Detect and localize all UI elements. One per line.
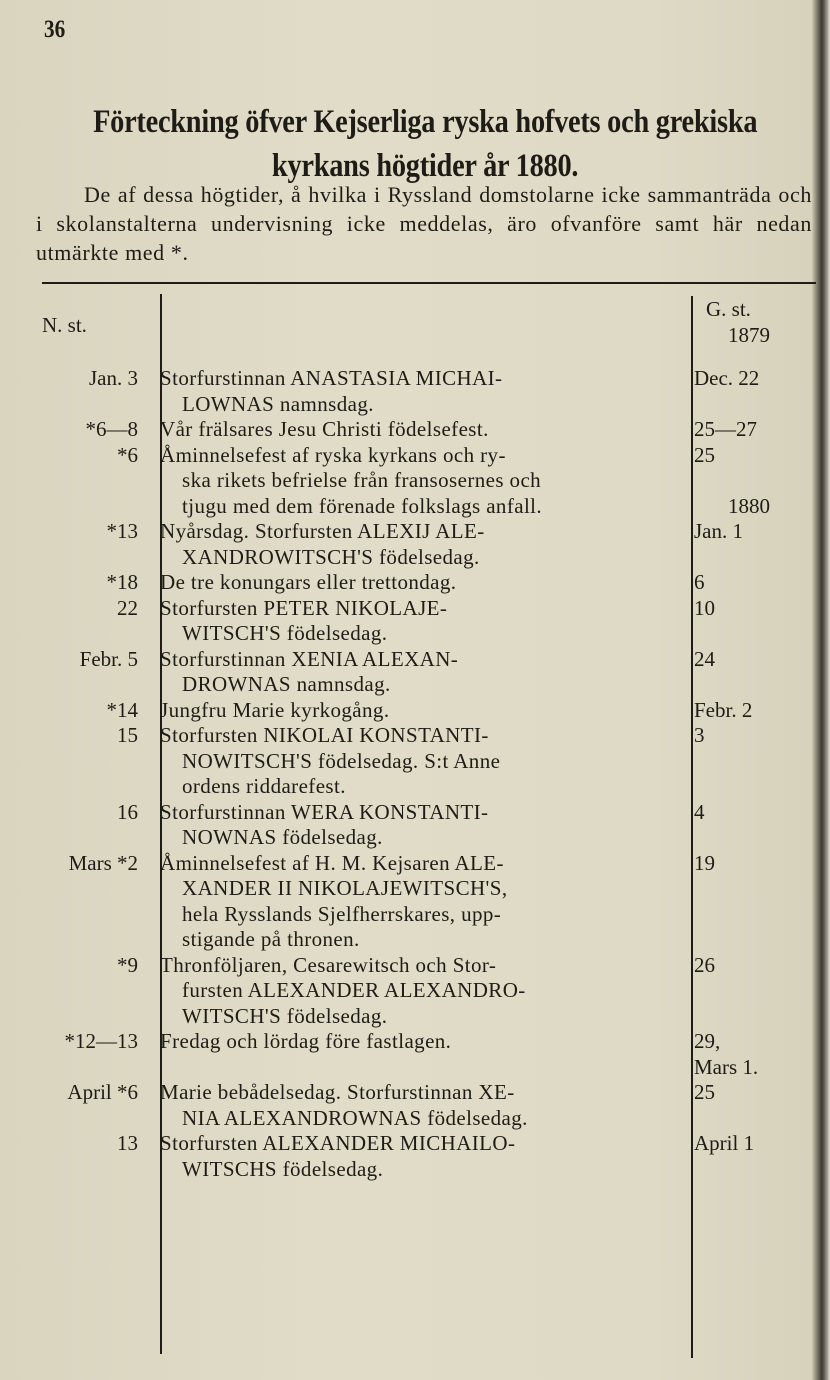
holiday-description <box>150 1131 686 1182</box>
old-style-line: 29, <box>694 1029 721 1053</box>
page-title <box>30 100 820 188</box>
description-line: Storfursten ALEXANDER MICHAILO- <box>160 1131 516 1155</box>
holiday-row <box>0 570 812 596</box>
new-style-date: 15 <box>117 723 138 747</box>
description-line: WITSCH'S födelsedag. <box>182 1003 388 1028</box>
description-line: De tre konungars eller trettondag. <box>160 570 457 594</box>
holiday-row <box>0 417 812 443</box>
description-line: ska rikets befrielse från fransosernes och <box>182 468 542 492</box>
description-line: NOWNAS födelsedag. <box>182 825 383 849</box>
old-style-date <box>686 366 806 392</box>
new-style-date: *18 <box>106 570 138 594</box>
new-style-date: *13 <box>106 519 138 543</box>
holiday-row <box>0 366 812 417</box>
holiday-row <box>0 647 812 698</box>
holiday-description <box>150 570 686 596</box>
old-style-date <box>686 596 806 622</box>
description-line: Marie bebådelsedag. Storfurstinnan XE- <box>160 1080 515 1104</box>
description-line: Storfurstinnan WERA KONSTANTI- <box>160 799 489 824</box>
old-style-line: Jan. 1 <box>694 519 743 543</box>
old-style-line: 25 <box>694 442 715 467</box>
holiday-description <box>150 1029 686 1055</box>
old-style-line: 25—27 <box>694 417 757 441</box>
column-header-new-style: N. st. <box>42 313 87 337</box>
description-line: hela Rysslands Sjelfherrskares, upp- <box>182 901 502 926</box>
description-line: NOWITSCH'S födelsedag. S:t Anne <box>182 748 501 773</box>
column-header-old-style: G. st. <box>706 297 751 321</box>
old-style-date <box>686 1080 806 1106</box>
holiday-description <box>150 417 686 443</box>
old-style-date <box>686 953 806 979</box>
old-style-date <box>686 647 806 673</box>
old-style-line: 25 <box>694 1080 715 1104</box>
description-line: fursten ALEXANDER ALEXANDRO- <box>182 978 526 1002</box>
description-line: Nyårsdag. Storfursten ALEXIJ ALE- <box>160 519 485 543</box>
description-line: WITSCH'S födelsedag. <box>182 621 388 645</box>
holiday-row <box>0 443 812 520</box>
new-style-date: *6—8 <box>85 417 138 441</box>
new-style-date: 13 <box>117 1131 138 1155</box>
new-style-date: *9 <box>117 952 138 977</box>
old-style-date <box>686 570 806 596</box>
description-line: Storfursten NIKOLAI KONSTANTI- <box>160 723 489 747</box>
old-style-line: 10 <box>694 595 715 620</box>
old-style-date <box>686 800 806 826</box>
header-rule <box>42 282 816 284</box>
holiday-description <box>150 851 686 953</box>
holiday-description <box>150 953 686 1030</box>
holiday-description <box>150 800 686 851</box>
new-style-date: Mars *2 <box>68 850 138 875</box>
old-style-line: Dec. 22 <box>694 366 760 390</box>
new-style-date: 16 <box>117 799 138 824</box>
holiday-description <box>150 723 686 800</box>
old-style-line: 26 <box>694 952 715 977</box>
old-style-date <box>686 698 806 724</box>
old-style-line: 3 <box>694 723 705 747</box>
description-line: XANDER II NIKOLAJEWITSCH'S, <box>182 876 508 900</box>
old-style-line: Febr. 2 <box>694 697 753 722</box>
holiday-description <box>150 366 686 417</box>
holiday-row <box>0 953 812 1030</box>
holiday-row <box>0 596 812 647</box>
description-line: LOWNAS namnsdag. <box>182 391 374 416</box>
old-style-date <box>686 417 806 443</box>
description-line: Fredag och lördag före fastlagen. <box>160 1029 452 1053</box>
description-line: Thronföljaren, Cesarewitsch och Stor- <box>160 952 497 977</box>
new-style-date: *12—13 <box>64 1029 138 1053</box>
description-line: WITSCHS födelsedag. <box>182 1156 384 1181</box>
description-line: XANDROWITSCH'S födelsedag. <box>182 544 480 569</box>
old-style-line <box>694 468 806 494</box>
intro-paragraph: De af dessa högtider, å hvilka i Ryssland domstolarne icke sammanträda och i skolanstalterna undervisning icke meddelas, äro ofvanföre samt här nedan utmärkte med *. <box>36 182 812 265</box>
new-style-date: *14 <box>106 697 138 722</box>
holiday-row <box>0 519 812 570</box>
old-style-line: 4 <box>694 799 705 824</box>
old-style-line: 6 <box>694 570 705 594</box>
description-line: Storfurstinnan ANASTASIA MICHAI- <box>160 366 503 390</box>
holiday-row <box>0 1131 812 1182</box>
description-line: tjugu med dem förenade folkslags anfall. <box>182 493 543 518</box>
holiday-row <box>0 698 812 724</box>
page-number: 36 <box>44 16 66 43</box>
holiday-row <box>0 1080 812 1131</box>
holiday-table <box>0 366 812 1182</box>
description-line: Storfursten PETER NIKOLAJE- <box>160 595 448 620</box>
description-line: Vår frälsares Jesu Christi födelsefest. <box>160 417 489 441</box>
description-line: DROWNAS namnsdag. <box>182 672 391 696</box>
holiday-row <box>0 723 812 800</box>
title-line-1: Förteckning öfver Kejserliga ryska hofvets och grekiska <box>92 104 758 140</box>
new-style-date: Jan. 3 <box>89 366 138 390</box>
holiday-description <box>150 596 686 647</box>
old-style-line: April 1 <box>694 1131 755 1155</box>
title-line-2: kyrkans högtider år 1880. <box>271 148 579 184</box>
old-style-line: 24 <box>694 646 715 671</box>
description-line: stigande på thronen. <box>182 927 360 951</box>
holiday-description <box>150 647 686 698</box>
old-style-date <box>686 443 806 520</box>
old-style-date <box>686 1131 806 1157</box>
old-style-line: Mars 1. <box>694 1054 759 1079</box>
holiday-description <box>150 443 686 520</box>
old-style-date <box>686 519 806 545</box>
description-line: Storfurstinnan XENIA ALEXAN- <box>160 646 459 671</box>
old-style-date <box>686 851 806 877</box>
old-style-line: 19 <box>694 850 715 875</box>
new-style-date: *6 <box>117 442 138 467</box>
description-line: Åminnelsefest af H. M. Kejsaren ALE- <box>160 850 504 875</box>
holiday-row <box>0 800 812 851</box>
new-style-date: 22 <box>117 595 138 620</box>
description-line: ordens riddarefest. <box>182 774 346 798</box>
description-line: NIA ALEXANDROWNAS födelsedag. <box>182 1105 528 1130</box>
new-style-date: April *6 <box>67 1080 138 1104</box>
holiday-description <box>150 519 686 570</box>
new-style-date: Febr. 5 <box>79 646 138 671</box>
old-style-line: 1880 <box>728 493 770 518</box>
description-line: Åminnelsefest af ryska kyrkans och ry- <box>160 442 506 467</box>
column-header-old-style-year: 1879 <box>728 323 770 347</box>
holiday-row <box>0 1029 812 1080</box>
description-line: Jungfru Marie kyrkogång. <box>160 697 390 722</box>
holiday-description <box>150 1080 686 1131</box>
holiday-row <box>0 851 812 953</box>
book-spine-shadow <box>812 0 830 1380</box>
old-style-date <box>686 1029 806 1080</box>
old-style-date <box>686 723 806 749</box>
holiday-description <box>150 698 686 724</box>
